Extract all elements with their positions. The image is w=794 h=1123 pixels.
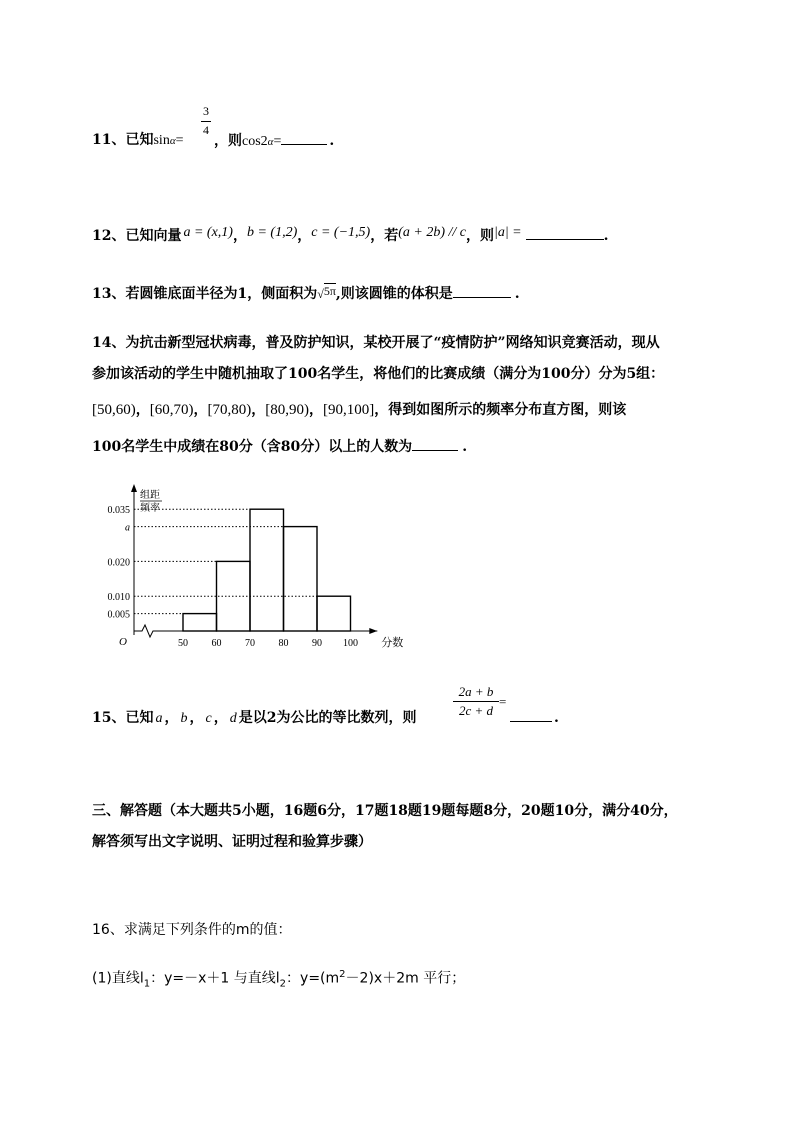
q15-var-d: d xyxy=(229,711,237,726)
q14-line-4 xyxy=(92,437,467,457)
q11-comma: ，则 xyxy=(214,133,242,149)
q16-p1-eq: ：y=(m xyxy=(286,970,340,987)
q13-text-1: 若圆锥底面半径为1，侧面积为 xyxy=(125,286,318,302)
q13-sqrt-arg: 5π xyxy=(323,284,336,298)
y-tick-label: 0.005 xyxy=(107,609,130,621)
section-3-line-2: 解答须写出文字说明、证明过程和验算步骤） xyxy=(92,834,372,850)
q11-alpha2: α xyxy=(267,136,274,148)
histogram-bar xyxy=(250,509,284,631)
q12-b-def: b = (1,2) xyxy=(246,225,298,240)
histogram-bar xyxy=(284,527,318,631)
y-tick-label: 0.035 xyxy=(107,505,130,517)
q14-interval-2: [60,70) xyxy=(149,402,194,418)
question-13 xyxy=(92,284,520,304)
q16-p1-sub2: 2 xyxy=(279,978,287,990)
q12-answer-blank[interactable] xyxy=(526,227,604,240)
q13-end: . xyxy=(514,286,520,302)
q14-interval-4: [80,90) xyxy=(265,402,309,418)
q11-lead: 已知 xyxy=(125,132,154,148)
q16-p1-lead: (1)直线l xyxy=(92,970,144,987)
q11-cos2: cos2 xyxy=(242,134,268,149)
y-axis-title-bottom: 频率 xyxy=(140,503,160,514)
q16-p1-sub1: 1 xyxy=(143,978,151,990)
q13-number: 13、 xyxy=(92,286,126,302)
q15-sep-2: ， xyxy=(189,710,204,726)
q15-frac-num: 2a + b xyxy=(458,684,494,699)
question-11 xyxy=(92,112,184,152)
q11-rest xyxy=(214,132,334,151)
q16-title: 16、求满足下列条件的m的值： xyxy=(92,922,292,938)
q14-interval-5: [90,100] xyxy=(323,402,375,418)
section-3-line-1: 三、解答题（本大题共5小题，16题6分，17题18题19题每题8分，20题10分，满分40分， xyxy=(92,803,678,819)
q14-end: . xyxy=(462,439,468,455)
q15-frac-den: 2c + d xyxy=(458,703,494,718)
q16-p1-tail: －2)x＋2m 平行； xyxy=(345,970,466,987)
q12-comma-2: ， xyxy=(297,228,312,244)
q11-eq2: = xyxy=(273,134,282,149)
q15-sep-3: ， xyxy=(213,710,228,726)
q12-comma-1: ， xyxy=(232,228,247,244)
q16-p1-mid: ：y=－x＋1 与直线l xyxy=(150,970,280,987)
q14-line-2: 参加该活动的学生中随机抽取了100名学生，将他们的比赛成绩（满分为100分）分为5组： xyxy=(92,366,665,382)
q14-sep-1: ， xyxy=(135,402,150,418)
q15-var-b: b xyxy=(180,711,188,726)
question-12 xyxy=(92,226,609,247)
q11-frac-num: 3 xyxy=(203,104,209,118)
x-tick-label: 70 xyxy=(245,638,255,649)
q12-abs: |a| = xyxy=(493,225,522,240)
x-tick-label: 80 xyxy=(278,638,289,649)
q12-condition: (a + 2b) // c xyxy=(398,225,466,240)
origin-label: O xyxy=(119,636,127,648)
q14-line-1: 14、为抗击新型冠状病毒，普及防护知识，某校开展了“疫情防护”网络知识竞赛活动，现从 xyxy=(92,335,660,351)
q11-alpha: α xyxy=(169,135,176,147)
q14-line-3-tail: ，得到如图所示的频率分布直方图，则该 xyxy=(374,402,627,418)
sqrt-symbol: √ xyxy=(317,287,324,301)
q11-end: . xyxy=(329,133,335,149)
q15-number: 15、 xyxy=(92,710,126,726)
q12-if: ，若 xyxy=(370,228,399,244)
y-axis-arrow-icon xyxy=(131,484,137,492)
x-tick-label: 50 xyxy=(178,638,188,649)
q11-number: 11、 xyxy=(92,132,126,148)
q16-part-1 xyxy=(92,965,465,994)
q15-var-c: c xyxy=(205,711,212,726)
histogram-bar xyxy=(183,614,217,631)
q14-interval-1: [50,60) xyxy=(92,402,136,418)
q14-sep-2: ， xyxy=(193,402,208,418)
q12-lead: 已知向量 xyxy=(125,228,182,244)
q16-p1-sup: 2 xyxy=(339,969,346,980)
q15-end: . xyxy=(554,710,559,726)
q12-end: . xyxy=(603,228,609,244)
q12-a-def: a = (x,1) xyxy=(183,225,233,240)
frequency-histogram xyxy=(95,478,405,658)
y-tick-label: 0.010 xyxy=(107,592,130,604)
q11-sin: sin xyxy=(153,133,170,148)
q15-var-a: a xyxy=(155,711,163,726)
x-tick-label: 90 xyxy=(312,638,322,649)
q14-answer-blank[interactable] xyxy=(412,438,458,451)
q12-number: 12、 xyxy=(92,228,126,244)
q14-line-4-text: 100名学生中成绩在80分（含80分）以上的人数为 xyxy=(92,439,413,455)
q11-eq: = xyxy=(175,133,184,148)
q13-answer-blank[interactable] xyxy=(453,285,511,298)
q12-c-def: c = (−1,5) xyxy=(311,225,371,240)
q11-answer-blank[interactable] xyxy=(281,132,327,145)
q15-eq: = xyxy=(499,694,507,709)
question-15 xyxy=(92,708,416,729)
q11-frac-den: 4 xyxy=(203,123,209,137)
q14-line-3 xyxy=(92,400,626,420)
y-axis-title-top: 组距 xyxy=(140,490,160,501)
q13-text-2: ,则该圆锥的体积是 xyxy=(335,286,453,302)
x-axis-title: 分数 xyxy=(381,637,404,649)
q11-fraction xyxy=(199,104,213,137)
q14-sep-4: ， xyxy=(309,402,323,418)
q14-sep-3: ， xyxy=(251,402,266,418)
q14-interval-3: [70,80) xyxy=(207,402,252,418)
q12-then: ，则 xyxy=(465,228,494,244)
q15-tail xyxy=(510,708,559,728)
x-tick-label: 100 xyxy=(343,638,358,649)
histogram-bar xyxy=(317,596,351,631)
q15-answer-blank[interactable] xyxy=(510,709,552,722)
q15-sep-1: ， xyxy=(164,710,179,726)
q15-lead: 已知 xyxy=(125,710,154,726)
x-tick-label: 60 xyxy=(211,638,222,649)
y-tick-label: a xyxy=(125,522,130,534)
q15-text: 是以2为公比的等比数列，则 xyxy=(238,710,417,726)
y-tick-label: 0.020 xyxy=(107,557,130,569)
x-axis-arrow-icon xyxy=(369,628,377,634)
q15-fraction xyxy=(453,684,499,719)
